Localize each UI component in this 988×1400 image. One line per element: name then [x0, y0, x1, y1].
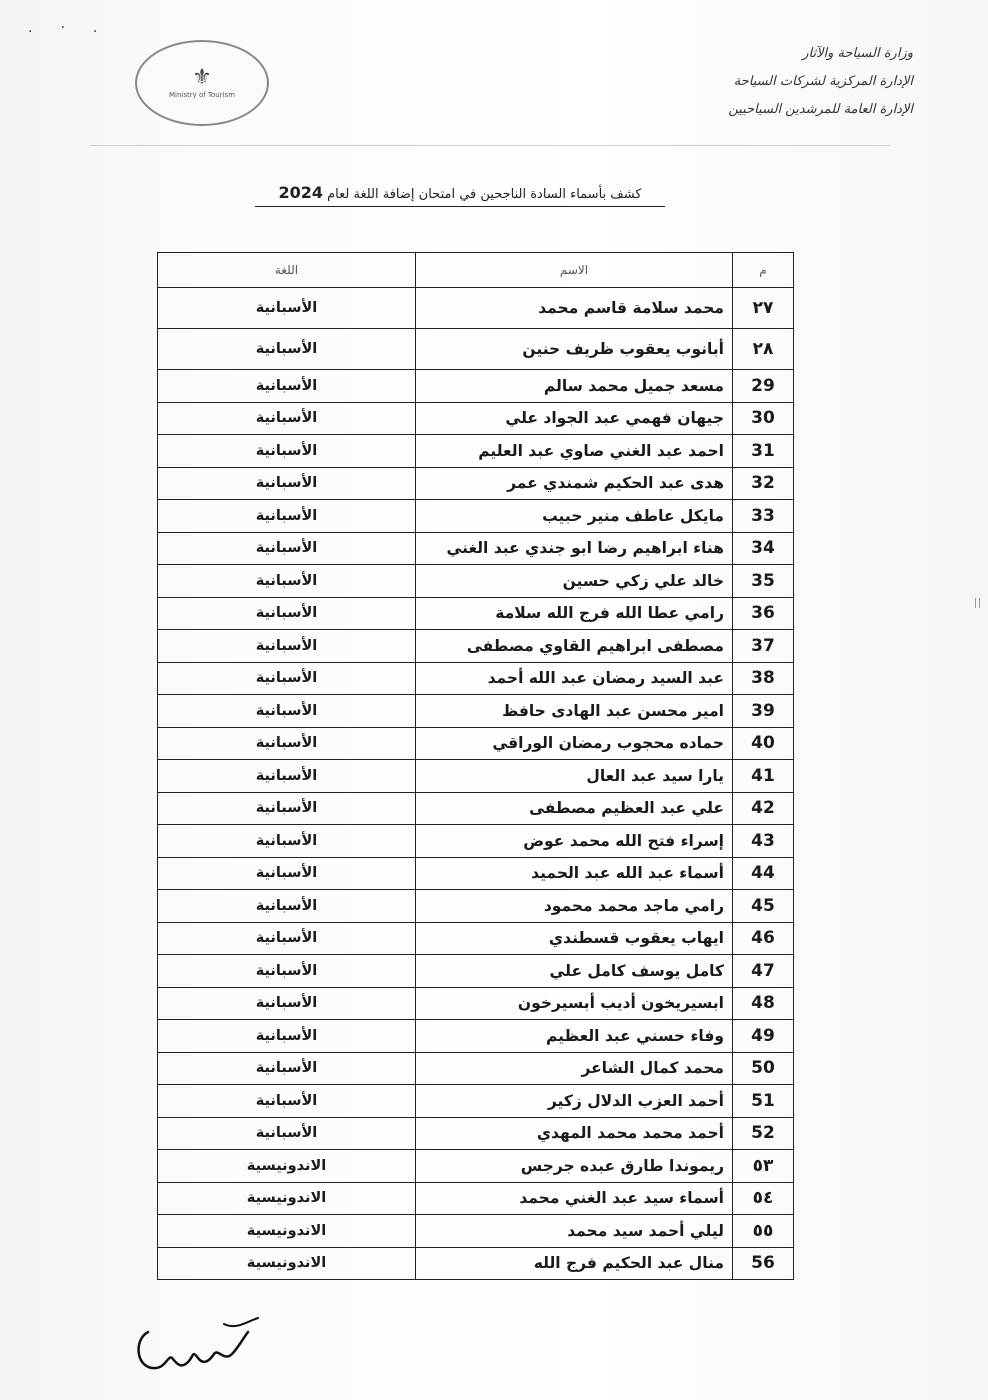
signature-icon [128, 1310, 278, 1380]
row-name: هناء ابراهيم رضا ابو جندي عبد الغني [416, 532, 733, 565]
row-language: الأسبانية [158, 565, 416, 598]
row-name: ليلي أحمد سيد محمد [416, 1215, 733, 1248]
table-row [158, 500, 794, 533]
letterhead [613, 40, 913, 124]
row-number: ٢٧ [733, 288, 794, 329]
row-number: 39 [733, 695, 794, 728]
table-row [158, 1150, 794, 1183]
row-number: 50 [733, 1052, 794, 1085]
row-name: حماده محجوب رمضان الوراقي [416, 727, 733, 760]
row-name: علي عبد العظيم مصطفى [416, 792, 733, 825]
ministry-logo [135, 40, 269, 126]
row-number: 42 [733, 792, 794, 825]
row-number: 45 [733, 890, 794, 923]
row-name: جيهان فهمي عبد الجواد علي [416, 402, 733, 435]
row-name: مسعد جميل محمد سالم [416, 370, 733, 403]
table-row [158, 435, 794, 468]
title-text: كشف بأسماء السادة الناجحين في امتحان إضافة اللغة لعام [327, 187, 642, 202]
row-language: الأسبانية [158, 987, 416, 1020]
table-row [158, 597, 794, 630]
row-language: الاندونيسية [158, 1182, 416, 1215]
row-name: هدى عبد الحكيم شمندي عمر [416, 467, 733, 500]
row-number: ٢٨ [733, 329, 794, 370]
table-row [158, 1052, 794, 1085]
title-year: 2024 [278, 183, 323, 202]
table-row [158, 857, 794, 890]
row-name: خالد علي زكي حسين [416, 565, 733, 598]
row-number: 40 [733, 727, 794, 760]
table-row [158, 630, 794, 663]
table-row [158, 760, 794, 793]
row-language: الأسبانية [158, 402, 416, 435]
row-number: 38 [733, 662, 794, 695]
row-name: مصطفى ابراهيم القاوي مصطفى [416, 630, 733, 663]
row-name: منال عبد الحكيم فرج الله [416, 1247, 733, 1280]
table-row [158, 329, 794, 370]
table-row [158, 288, 794, 329]
row-language: الأسبانية [158, 1117, 416, 1150]
scan-edge-mark [975, 598, 980, 608]
table-row [158, 695, 794, 728]
row-language: الأسبانية [158, 662, 416, 695]
row-number: 30 [733, 402, 794, 435]
row-name: أحمد محمد محمد المهدي [416, 1117, 733, 1150]
row-language: الأسبانية [158, 370, 416, 403]
row-name: يارا سيد عبد العال [416, 760, 733, 793]
table-row [158, 727, 794, 760]
row-language: الأسبانية [158, 792, 416, 825]
row-language: الأسبانية [158, 500, 416, 533]
table-row [158, 987, 794, 1020]
row-name: ريموندا طارق عبده جرجس [416, 1150, 733, 1183]
table-row [158, 1247, 794, 1280]
row-name: احمد عبد الغني صاوي عبد العليم [416, 435, 733, 468]
row-number: 36 [733, 597, 794, 630]
table-row [158, 1117, 794, 1150]
row-name: محمد سلامة قاسم محمد [416, 288, 733, 329]
row-number: 34 [733, 532, 794, 565]
table-row [158, 532, 794, 565]
table-row [158, 662, 794, 695]
row-name: ايهاب يعقوب قسطندي [416, 922, 733, 955]
row-language: الاندونيسية [158, 1247, 416, 1280]
scan-specks: .·. [28, 20, 126, 36]
row-language: الأسبانية [158, 1085, 416, 1118]
row-language: الأسبانية [158, 532, 416, 565]
table-row [158, 825, 794, 858]
row-name: امير محسن عبد الهادى حافظ [416, 695, 733, 728]
row-language: الأسبانية [158, 825, 416, 858]
table-row [158, 1215, 794, 1248]
row-language: الأسبانية [158, 695, 416, 728]
row-name: ابسيريخون أديب أبسيرخون [416, 987, 733, 1020]
logo-caption: Ministry of Tourism [168, 91, 236, 99]
table-row [158, 565, 794, 598]
row-name: عبد السيد رمضان عبد الله أحمد [416, 662, 733, 695]
row-name: محمد كمال الشاعر [416, 1052, 733, 1085]
row-number: 51 [733, 1085, 794, 1118]
ministry-name: وزارة السياحة والآثار [802, 46, 913, 61]
table-row [158, 1020, 794, 1053]
row-number: 43 [733, 825, 794, 858]
row-number: 37 [733, 630, 794, 663]
row-name: رامي ماجد محمد محمود [416, 890, 733, 923]
row-language: الأسبانية [158, 1052, 416, 1085]
header-number: م [733, 253, 794, 288]
row-language: الأسبانية [158, 922, 416, 955]
table-row [158, 1085, 794, 1118]
table-row [158, 922, 794, 955]
table-row [158, 402, 794, 435]
row-number: 32 [733, 467, 794, 500]
row-language: الأسبانية [158, 597, 416, 630]
row-language: الأسبانية [158, 467, 416, 500]
row-number: 29 [733, 370, 794, 403]
row-number: 49 [733, 1020, 794, 1053]
row-number: 48 [733, 987, 794, 1020]
table-row [158, 792, 794, 825]
row-language: الأسبانية [158, 890, 416, 923]
row-language: الأسبانية [158, 435, 416, 468]
general-admin-name: الإدارة العامة للمرشدين السياحيين [728, 102, 913, 117]
row-name: رامي عطا الله فرج الله سلامة [416, 597, 733, 630]
row-number: 44 [733, 857, 794, 890]
document-title [255, 183, 665, 207]
table-body [158, 288, 794, 1280]
row-name: أسماء عبد الله عبد الحميد [416, 857, 733, 890]
row-language: الاندونيسية [158, 1150, 416, 1183]
table-row [158, 370, 794, 403]
row-number: ٥٥ [733, 1215, 794, 1248]
row-language: الأسبانية [158, 329, 416, 370]
row-name: كامل يوسف كامل علي [416, 955, 733, 988]
header-language: اللغة [158, 253, 416, 288]
header-divider [90, 145, 890, 146]
row-number: 33 [733, 500, 794, 533]
row-number: 56 [733, 1247, 794, 1280]
row-number: 47 [733, 955, 794, 988]
row-name: إسراء فتح الله محمد عوض [416, 825, 733, 858]
row-name: أسماء سيد عبد الغني محمد [416, 1182, 733, 1215]
row-name: أحمد العزب الدلال زكير [416, 1085, 733, 1118]
row-name: أبانوب يعقوب ظريف حنين [416, 329, 733, 370]
table-row [158, 467, 794, 500]
row-language: الأسبانية [158, 1020, 416, 1053]
row-number: ٥٤ [733, 1182, 794, 1215]
eagle-emblem-icon: ⚜ [192, 65, 212, 90]
row-number: 31 [733, 435, 794, 468]
header-name: الاسم [416, 253, 733, 288]
table-row [158, 955, 794, 988]
row-number: 41 [733, 760, 794, 793]
table-header-row [158, 253, 794, 288]
row-language: الأسبانية [158, 760, 416, 793]
row-number: 35 [733, 565, 794, 598]
row-number: ٥٣ [733, 1150, 794, 1183]
central-admin-name: الإدارة المركزية لشركات السياحة [733, 74, 913, 89]
row-language: الأسبانية [158, 630, 416, 663]
row-language: الأسبانية [158, 955, 416, 988]
row-language: الأسبانية [158, 857, 416, 890]
table-row [158, 890, 794, 923]
row-number: 46 [733, 922, 794, 955]
table-row [158, 1182, 794, 1215]
results-table [157, 252, 794, 1280]
row-language: الاندونيسية [158, 1215, 416, 1248]
row-name: مايكل عاطف منير حبيب [416, 500, 733, 533]
row-number: 52 [733, 1117, 794, 1150]
row-language: الأسبانية [158, 288, 416, 329]
row-language: الأسبانية [158, 727, 416, 760]
row-name: وفاء حسني عبد العظيم [416, 1020, 733, 1053]
